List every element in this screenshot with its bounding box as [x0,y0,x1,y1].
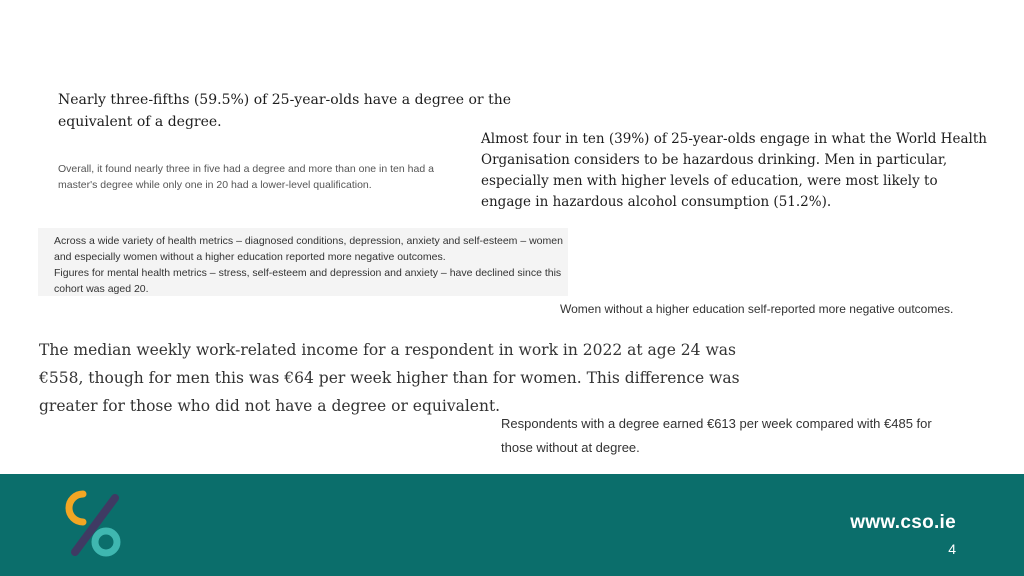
degree-headline-quote: Nearly three-fifths (59.5%) of 25-year-olds have a degree or the equivalent of a degree. [58,92,511,130]
income-quote: The median weekly work-related income for a respondent in work in 2022 at age 24 was €558, though for men this was €64 per week higher than for women. This difference was greater for those who did not have a degree or equivalent. [39,341,740,415]
degree-detail-quote: Overall, it found nearly three in five had a degree and more than one in ten had a master's degree while only one in 20 had a lower-level qualification. [58,163,434,191]
health-quote-line-1: Across a wide variety of health metrics – diagnosed conditions, depression, anxiety and self-esteem – women and especially women without a higher education reported more negative outcomes. [54,235,563,263]
page-number: 4 [948,541,956,557]
cso-logo-icon [63,490,125,560]
health-quote [54,233,569,297]
drinking-quote: Almost four in ten (39%) of 25-year-olds engage in what the World Health Organisation considers to be hazardous drinking. Men in particular, especially men with higher levels of education, were most likely to engage in hazardous alcohol consumption (51.2%). [481,131,987,210]
degree-earnings-quote: Respondents with a degree earned €613 per week compared with €485 for those without at degree. [501,416,932,455]
website-url: www.cso.ie [850,512,956,533]
health-quote-line-2: Figures for mental health metrics – stress, self-esteem and depression and anxiety – have declined since this cohort was aged 20. [54,267,562,295]
women-outcomes-quote: Women without a higher education self-reported more negative outcomes. [560,302,954,316]
